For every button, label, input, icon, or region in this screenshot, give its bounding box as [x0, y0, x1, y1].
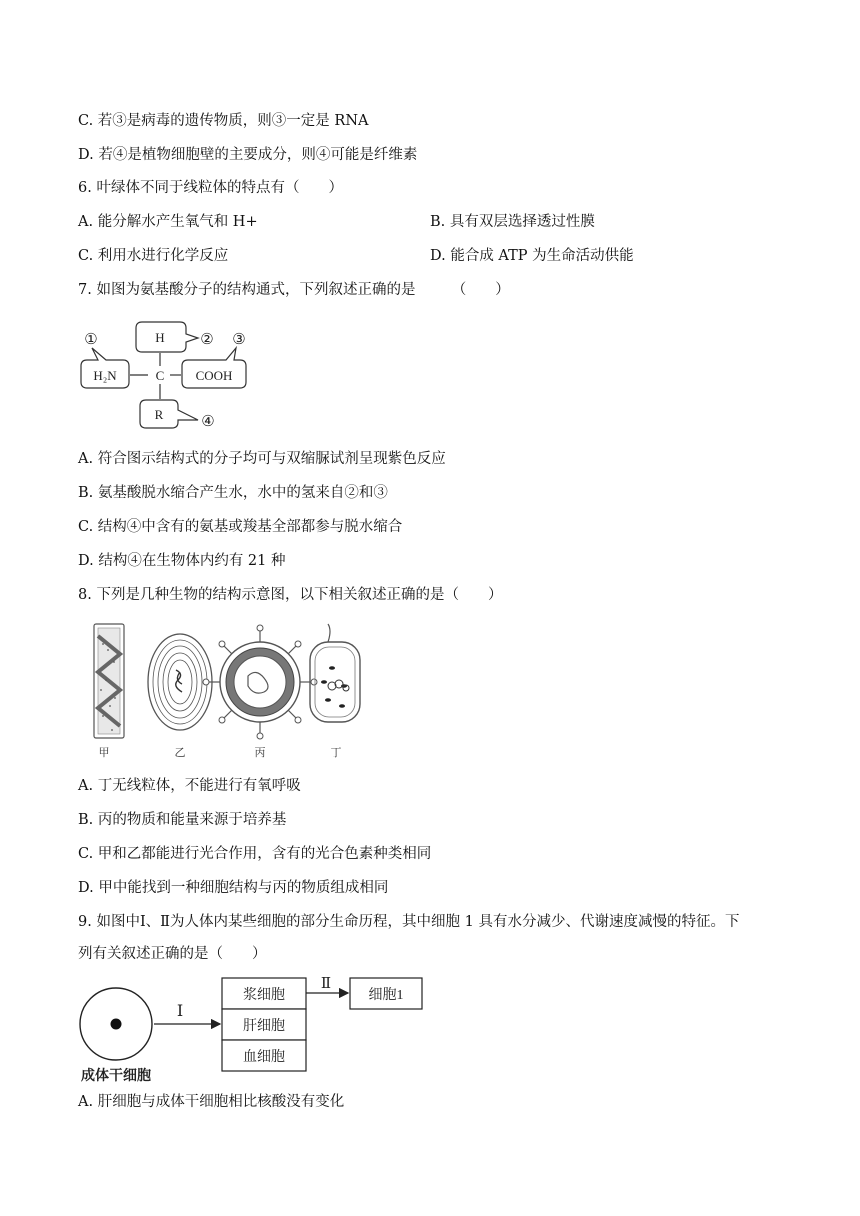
- q9-option-a: A. 肝细胞与成体干细胞相比核酸没有变化: [78, 1094, 345, 1110]
- label-yi: 乙: [174, 747, 186, 759]
- chlorella-cell-icon: [148, 634, 212, 730]
- label-bing: 丙: [254, 747, 266, 759]
- q5-option-c: C. 若③是病毒的遗传物质，则③一定是 RNA: [78, 113, 369, 129]
- q7-option-d: D. 结构④在生物体内约有 21 种: [78, 553, 286, 569]
- spirogyra-cell-icon: [94, 624, 124, 738]
- c-atom-label: C: [155, 368, 165, 383]
- label-ding: 丁: [330, 747, 342, 759]
- q6-option-d: D. 能合成 ATP 为生命活动供能: [430, 248, 634, 264]
- amino-acid-structure-figure: [76, 318, 256, 438]
- q5-option-d: D. 若④是植物细胞壁的主要成分，则④可能是纤维素: [78, 147, 418, 163]
- cell-differentiation-figure: [76, 974, 436, 1088]
- marker-3: ③: [232, 332, 246, 348]
- q8-stem: 8. 下列是几种生物的结构示意图，以下相关叙述正确的是（ ）: [78, 587, 503, 603]
- bacterium-cell-icon: [310, 624, 360, 722]
- marker-1: ①: [84, 332, 98, 348]
- cell-1-label: 细胞1: [368, 988, 404, 1003]
- stage-2-label: Ⅱ: [320, 976, 332, 992]
- q6-option-b: B. 具有双层选择透过性膜: [430, 214, 595, 230]
- virus-particle-icon: [203, 625, 317, 739]
- q8-option-a: A. 丁无线粒体，不能进行有氧呼吸: [78, 778, 301, 794]
- r-group-label: R: [154, 407, 164, 422]
- q6-option-c: C. 利用水进行化学反应: [78, 248, 229, 264]
- stem-cell-label: 成体干细胞: [81, 1069, 151, 1084]
- label-jia: 甲: [98, 747, 110, 759]
- q8-option-b: B. 丙的物质和能量来源于培养基: [78, 812, 287, 828]
- stage-1-label: Ⅰ: [176, 1003, 184, 1020]
- carboxyl-group-label: COOH: [195, 368, 233, 383]
- q7-option-a: A. 符合图示结构式的分子均可与双缩脲试剂呈现紫色反应: [78, 451, 446, 467]
- q7-stem: 7. 如图为氨基酸分子的结构通式，下列叙述正确的是 （ ）: [78, 282, 510, 298]
- q7-option-b: B. 氨基酸脱水缩合产生水，水中的氢来自②和③: [78, 485, 388, 501]
- marker-4: ④: [201, 414, 215, 430]
- plasma-cell-label: 浆细胞: [243, 988, 285, 1003]
- q9-stem-line2: 列有关叙述正确的是（ ）: [78, 946, 267, 962]
- blood-cell-label: 血细胞: [243, 1050, 285, 1065]
- q6-stem: 6. 叶绿体不同于线粒体的特点有（ ）: [78, 180, 343, 196]
- marker-2: ②: [200, 332, 214, 348]
- q8-option-c: C. 甲和乙都能进行光合作用，含有的光合色素种类相同: [78, 846, 432, 862]
- q7-option-c: C. 结构④中含有的氨基或羧基全部都参与脱水缩合: [78, 519, 403, 535]
- amino-group-label: H₂N: [93, 368, 117, 383]
- liver-cell-label: 肝细胞: [243, 1019, 285, 1034]
- q6-option-a: A. 能分解水产生氧气和 H+: [78, 214, 258, 230]
- q9-stem-line1: 9. 如图中Ⅰ、Ⅱ为人体内某些细胞的部分生命历程，其中细胞 1 具有水分减少、代谢速度减慢的特征。下: [78, 914, 740, 930]
- q8-option-d: D. 甲中能找到一种细胞结构与丙的物质组成相同: [78, 880, 389, 896]
- organism-structures-figure: [88, 620, 368, 760]
- h-atom-label: H: [155, 330, 165, 345]
